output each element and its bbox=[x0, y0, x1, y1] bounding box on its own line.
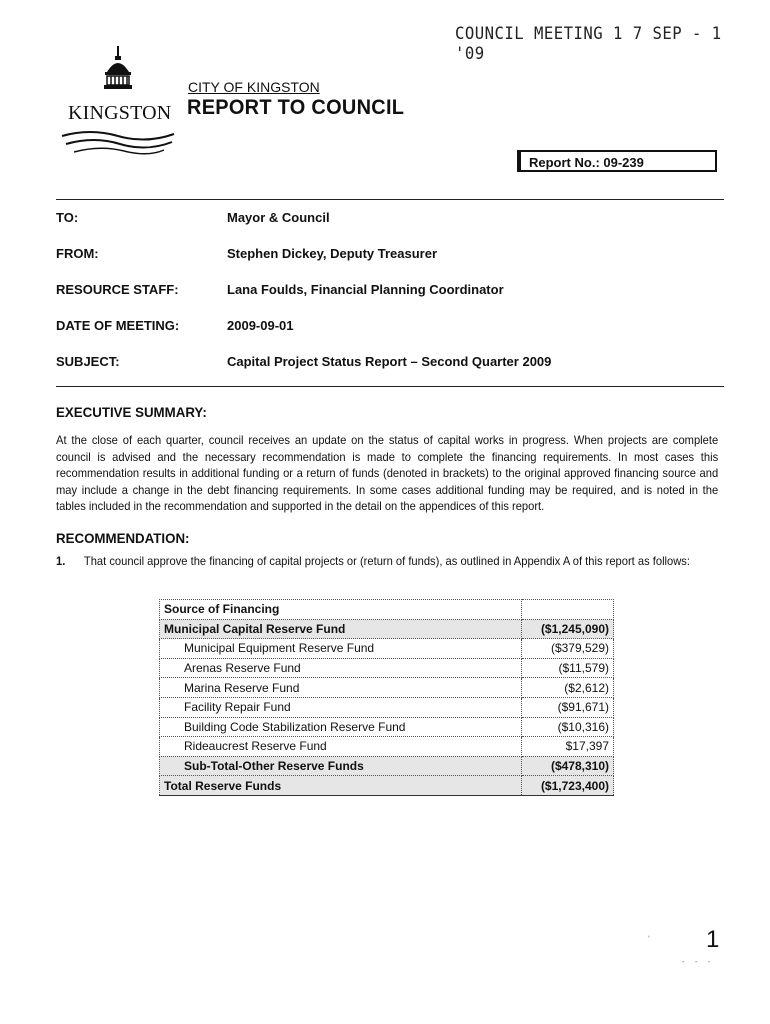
table-row bbox=[160, 639, 614, 659]
memo-subject-row bbox=[56, 354, 716, 390]
row-amount: $17,397 bbox=[522, 737, 614, 757]
field-label: TO: bbox=[56, 210, 79, 225]
row-amount: ($1,245,090) bbox=[522, 619, 614, 639]
scan-mark: ʼ bbox=[648, 935, 650, 944]
meta-divider bbox=[56, 386, 724, 387]
kingston-logo bbox=[60, 44, 180, 164]
row-name: Marina Reserve Fund bbox=[160, 678, 522, 698]
field-label: RESOURCE STAFF: bbox=[56, 282, 179, 297]
table-row bbox=[160, 619, 614, 639]
executive-summary-text: At the close of each quarter, council receives an update on the status of capital works in progress. When projects are complete council is advised and the necessary recommendation is made to complete the financing requirements. In most cases this recommendation results in additional funding or a return of funds (denoted in brackets) to the original approved financing source and may include a change in the debt financing requirements. In some cases additional funding may be required, and is noted in the tables included in the recommendation and supported in the detail on the appendices of this report. bbox=[56, 433, 719, 514]
column-header-amount bbox=[522, 600, 614, 620]
row-name: Building Code Stabilization Reserve Fund bbox=[160, 717, 522, 737]
memo-resource-staff-row bbox=[56, 282, 716, 318]
council-meeting-stamp: COUNCIL MEETING 1 7 SEP - 1 '09 bbox=[455, 24, 722, 64]
row-amount: ($10,316) bbox=[522, 717, 614, 737]
row-amount: ($379,529) bbox=[522, 639, 614, 659]
table-row bbox=[160, 717, 614, 737]
row-name: Sub-Total-Other Reserve Funds bbox=[160, 756, 522, 776]
row-amount: ($2,612) bbox=[522, 678, 614, 698]
logo-wordmark: KINGSTON bbox=[68, 102, 172, 124]
subtotal-row bbox=[160, 756, 614, 776]
row-name: Rideaucrest Reserve Fund bbox=[160, 737, 522, 757]
row-amount: ($91,671) bbox=[522, 697, 614, 717]
row-amount: ($478,310) bbox=[522, 756, 614, 776]
header-divider bbox=[56, 199, 724, 200]
field-label: FROM: bbox=[56, 246, 99, 261]
recommendation-text: That council approve the financing of capital projects or (return of funds), as outlined in Appendix A of this report as follows: bbox=[83, 554, 690, 568]
memo-from-row bbox=[56, 246, 716, 282]
table-header-row bbox=[160, 600, 614, 620]
recommendation-number: 1. bbox=[56, 554, 66, 568]
memo-to-row bbox=[56, 210, 716, 246]
table-row bbox=[160, 737, 614, 757]
document-title: REPORT TO COUNCIL bbox=[187, 96, 405, 119]
row-amount: ($1,723,400) bbox=[522, 776, 614, 796]
row-amount: ($11,579) bbox=[522, 658, 614, 678]
row-name: Total Reserve Funds bbox=[160, 776, 522, 796]
row-name: Facility Repair Fund bbox=[160, 697, 522, 717]
table-row bbox=[160, 678, 614, 698]
page-number: 1 bbox=[706, 926, 720, 953]
field-value: Capital Project Status Report – Second Quarter 2009 bbox=[227, 354, 552, 369]
field-value: Lana Foulds, Financial Planning Coordinator bbox=[227, 282, 504, 297]
organization-name: CITY OF KINGSTON bbox=[188, 79, 320, 95]
financing-table bbox=[159, 599, 614, 796]
table-row bbox=[160, 697, 614, 717]
footer-dots: - - - bbox=[682, 957, 715, 966]
recommendation-item bbox=[56, 554, 707, 568]
memo-header-fields bbox=[56, 210, 716, 390]
memo-date-row bbox=[56, 318, 716, 354]
field-label: DATE OF MEETING: bbox=[56, 318, 180, 333]
field-value: Mayor & Council bbox=[227, 210, 330, 225]
row-name: Municipal Equipment Reserve Fund bbox=[160, 639, 522, 659]
executive-summary-heading: EXECUTIVE SUMMARY: bbox=[56, 404, 207, 420]
table-row bbox=[160, 658, 614, 678]
column-header: Source of Financing bbox=[160, 600, 522, 620]
field-value: Stephen Dickey, Deputy Treasurer bbox=[227, 246, 438, 261]
field-value: 2009-09-01 bbox=[227, 318, 294, 333]
row-name: Municipal Capital Reserve Fund bbox=[160, 619, 522, 639]
row-name: Arenas Reserve Fund bbox=[160, 658, 522, 678]
field-label: SUBJECT: bbox=[56, 354, 120, 369]
total-row bbox=[160, 776, 614, 796]
report-number-box: Report No.: 09-239 bbox=[517, 150, 717, 172]
recommendation-heading: RECOMMENDATION: bbox=[56, 530, 190, 546]
